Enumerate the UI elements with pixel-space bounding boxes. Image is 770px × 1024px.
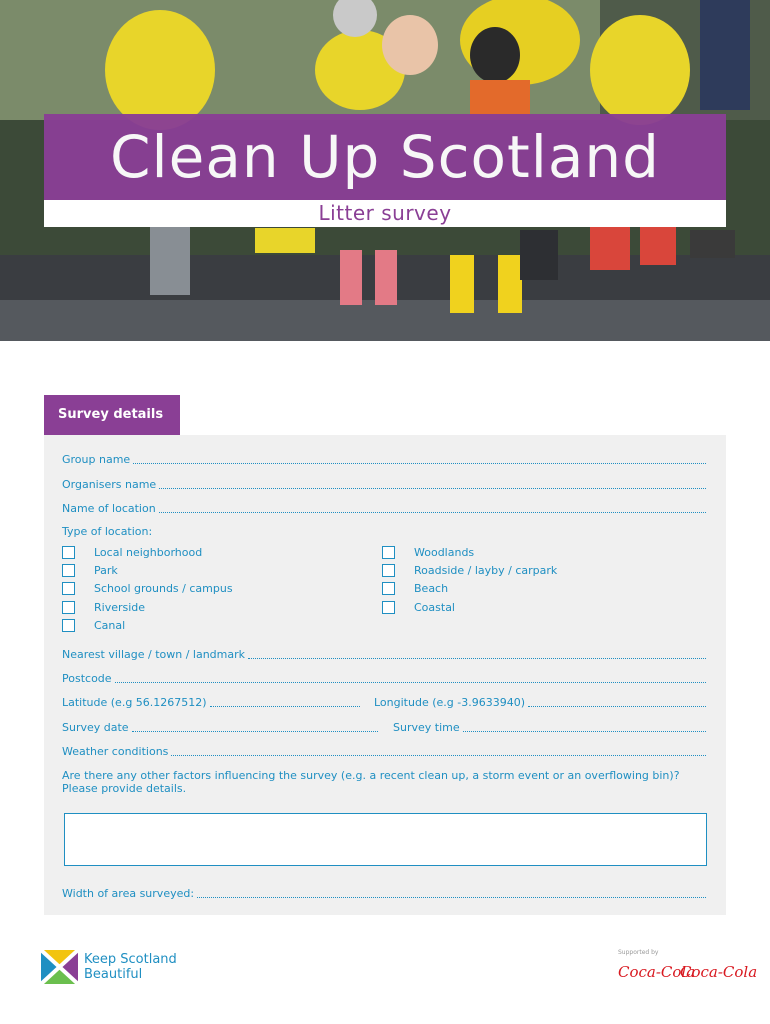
checkbox-label: Local neighborhood — [94, 545, 203, 559]
checkbox-label: Beach — [414, 581, 449, 595]
checkbox-box[interactable] — [382, 546, 395, 559]
checkbox-label: Riverside — [94, 600, 146, 614]
width-surveyed-line[interactable] — [197, 888, 706, 898]
page-subtitle: Litter survey — [318, 201, 452, 225]
coca-cola-logo: Coca-Cola — [618, 963, 696, 981]
group-name-line[interactable] — [133, 454, 706, 464]
postcode-line[interactable] — [115, 673, 706, 683]
logo-line-2: Beautiful — [84, 967, 143, 982]
checkbox-roadside[interactable] — [382, 563, 557, 577]
section-tab-label: Survey details — [58, 407, 164, 422]
checkbox-box[interactable] — [62, 582, 75, 595]
checkbox-local-neighborhood[interactable] — [62, 545, 202, 559]
checkbox-coastal[interactable] — [382, 600, 455, 614]
survey-time-label: Survey time — [393, 721, 460, 734]
checkbox-canal[interactable] — [62, 618, 125, 632]
longitude-label: Longitude (e.g -3.9633940) — [374, 696, 525, 709]
checkbox-label: Coastal — [414, 600, 455, 614]
checkbox-label: Woodlands — [414, 545, 475, 559]
checkbox-label: Roadside / layby / carpark — [414, 563, 558, 577]
checkbox-box[interactable] — [62, 546, 75, 559]
coca-cola-logo-2: Coca-Cola — [680, 963, 758, 981]
keep-scotland-beautiful-logo-icon — [41, 950, 78, 984]
survey-time-line[interactable] — [463, 722, 706, 732]
survey-date-label: Survey date — [62, 721, 129, 734]
location-name-field[interactable] — [62, 501, 706, 515]
group-name-label: Group name — [62, 453, 131, 466]
latitude-line[interactable] — [210, 697, 360, 707]
subtitle-band — [44, 200, 726, 227]
checkbox-beach[interactable] — [382, 581, 448, 595]
organisers-name-line[interactable] — [159, 479, 706, 489]
weather-label: Weather conditions — [62, 745, 169, 758]
survey-date-line[interactable] — [132, 722, 378, 732]
latitude-field[interactable] — [62, 695, 360, 709]
location-name-line[interactable] — [159, 503, 706, 513]
postcode-label: Postcode — [62, 672, 112, 685]
location-type-label: Type of location: — [62, 525, 153, 538]
longitude-line[interactable] — [528, 697, 706, 707]
location-name-label: Name of location — [62, 502, 156, 515]
survey-date-field[interactable] — [62, 720, 378, 734]
checkbox-label: Park — [94, 563, 118, 577]
organisers-name-label: Organisers name — [62, 478, 157, 491]
other-factors-question: Are there any other factors influencing the survey (e.g. a recent clean up, a storm event or an overflowing bin)? Please provide details. — [62, 769, 680, 795]
supported-by-label: Supported by — [618, 949, 659, 956]
nearest-landmark-label: Nearest village / town / landmark — [62, 648, 246, 661]
latitude-label: Latitude (e.g 56.1267512) — [62, 696, 207, 709]
logo-text — [84, 952, 177, 982]
checkbox-box[interactable] — [382, 582, 395, 595]
survey-details-tab — [44, 395, 180, 435]
checkbox-box[interactable] — [62, 601, 75, 614]
checkbox-box[interactable] — [382, 601, 395, 614]
checkbox-box[interactable] — [62, 564, 75, 577]
page-title: Clean Up Scotland — [110, 123, 660, 191]
checkbox-riverside[interactable] — [62, 600, 145, 614]
checkbox-label: Canal — [94, 618, 126, 632]
checkbox-box[interactable] — [382, 564, 395, 577]
weather-line[interactable] — [171, 746, 706, 756]
width-surveyed-label: Width of area surveyed: — [62, 887, 195, 900]
nearest-landmark-field[interactable] — [62, 647, 706, 661]
longitude-field[interactable] — [374, 695, 706, 709]
organisers-name-field[interactable] — [62, 477, 706, 491]
checkbox-box[interactable] — [62, 619, 75, 632]
group-name-field[interactable] — [62, 452, 706, 466]
weather-field[interactable] — [62, 744, 706, 758]
checkbox-school-grounds[interactable] — [62, 581, 233, 595]
checkbox-park[interactable] — [62, 563, 118, 577]
checkbox-woodlands[interactable] — [382, 545, 474, 559]
logo-line-1: Keep Scotland — [84, 952, 177, 967]
survey-time-field[interactable] — [393, 720, 706, 734]
hero-photo — [0, 0, 770, 341]
other-factors-textbox[interactable] — [64, 813, 707, 866]
postcode-field[interactable] — [62, 671, 706, 685]
nearest-landmark-line[interactable] — [248, 649, 706, 659]
width-surveyed-field[interactable] — [62, 886, 706, 900]
checkbox-label: School grounds / campus — [94, 581, 233, 595]
title-band — [44, 114, 726, 200]
